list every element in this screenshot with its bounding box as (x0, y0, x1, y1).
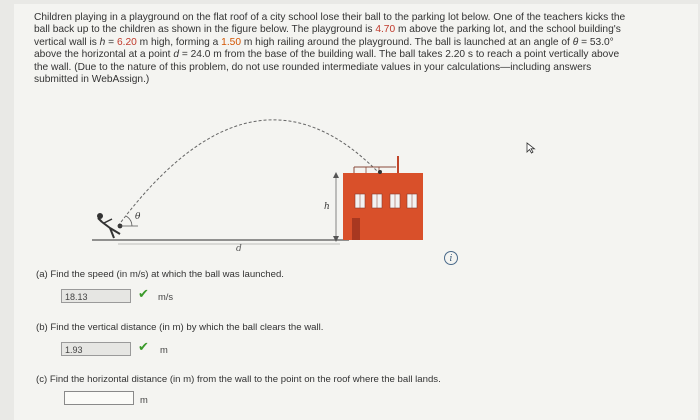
ball (378, 170, 382, 174)
webassign-page (14, 4, 698, 420)
school-building (343, 156, 423, 240)
problem-text-3: m above the parking lot, and the school building's (395, 24, 621, 36)
h-variable: h (99, 36, 106, 48)
problem-text-10: = 24.0 m from the base of the building wall. The ball takes 2.20 s to reach a point vertically above (179, 49, 620, 61)
problem-text-4: vertical wall is (34, 36, 100, 48)
theta-label: θ (135, 212, 141, 222)
railing-height-value: 1.50 (221, 36, 241, 48)
answer-b-unit: m (160, 344, 168, 355)
h-label: h (324, 202, 330, 212)
playground-height-value: 4.70 (375, 24, 396, 36)
check-icon: ✔ (138, 340, 149, 355)
trajectory-path (118, 120, 380, 226)
kicker-figure (97, 213, 122, 238)
problem-text-1: Children playing in a playground on the flat roof of a city school lose their ball to the parking lot below. One of the teachers kicks the (34, 12, 626, 23)
d-label: d (236, 244, 242, 254)
problem-text-12: submitted in WebAssign.) (34, 74, 150, 86)
mouse-cursor-icon (526, 142, 536, 154)
problem-text-7: m high railing around the playground. The ball is launched at an angle of (241, 36, 573, 48)
answer-c-input[interactable] (64, 391, 134, 405)
theta-variable: θ (572, 36, 579, 48)
problem-text-9: above the horizontal at a point (34, 49, 174, 61)
problem-text-11: the wall. (Due to the nature of this problem, do not use rounded intermediate values in your calculations—including answers (34, 61, 592, 73)
physics-figure (14, 4, 698, 420)
answer-a-unit: m/s (158, 291, 174, 302)
question-b-label: (b) Find the vertical distance (in m) by which the ball clears the wall. (36, 322, 324, 333)
angle-value: 53.0° (589, 36, 614, 48)
d-variable: d (173, 49, 179, 61)
check-icon: ✔ (138, 287, 149, 302)
info-icon[interactable]: i (444, 251, 458, 265)
answer-b-input[interactable]: 1.93 (61, 342, 131, 356)
angle-arc (126, 216, 132, 226)
answer-c-unit: m (140, 394, 148, 405)
problem-text-2: ball back up to the children as shown in the figure below. The playground is (34, 24, 376, 36)
problem-text-5: = (105, 36, 117, 48)
wall-height-value: 6.20 (116, 36, 137, 48)
answer-a-input[interactable]: 18.13 (61, 289, 131, 303)
question-c-label: (c) Find the horizontal distance (in m) from the wall to the point on the roof where the ball lands. (36, 374, 441, 385)
problem-text-8: = (578, 36, 590, 48)
question-a-label: (a) Find the speed (in m/s) at which the ball was launched. (36, 269, 284, 280)
problem-text-6: m high, forming a (136, 36, 222, 48)
